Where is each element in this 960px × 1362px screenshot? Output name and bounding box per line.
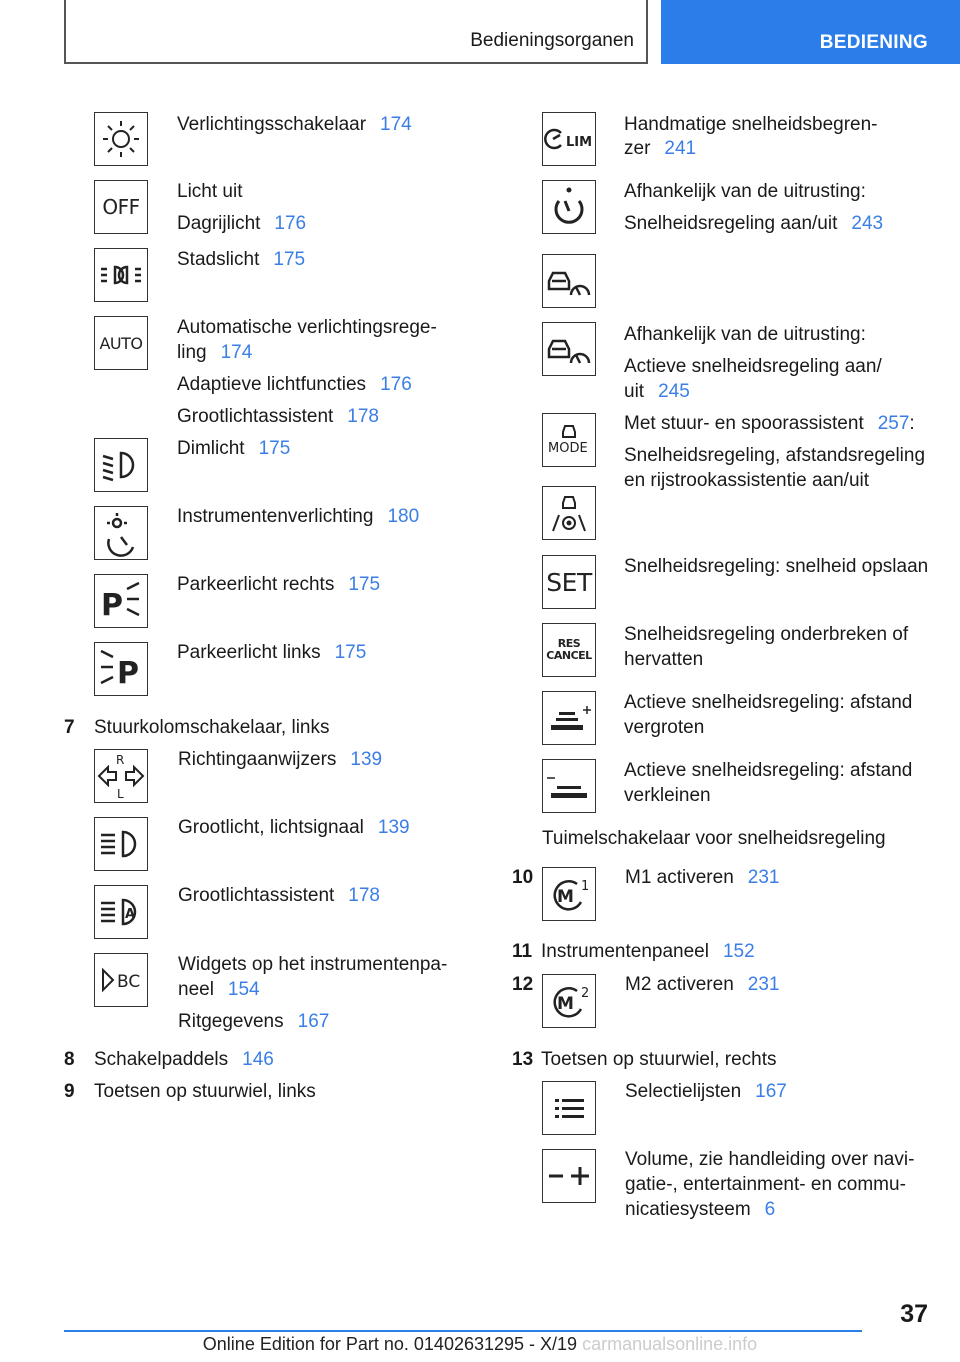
volume-line3	[625, 1198, 775, 1222]
rocker-switch-caption: Tuimelschakelaar voor snelheidsregeling	[542, 828, 886, 849]
entry-label: Ritgegevens	[178, 1011, 284, 1032]
park-right-icon	[94, 574, 148, 628]
item-number: 11	[512, 941, 533, 962]
page-reference[interactable]: 243	[851, 213, 884, 234]
limiter-entry-line2	[624, 137, 696, 161]
page-reference[interactable]: 154	[227, 979, 260, 1000]
entry-label: Widgets op het instrumentenpa-	[178, 954, 448, 975]
entry-label: Snelheidsregeling, afstandsregeling	[624, 445, 926, 466]
acc-entry-line2	[624, 380, 690, 404]
volume-icon	[542, 1149, 596, 1203]
list-icon	[542, 1081, 596, 1135]
item11-entry	[541, 940, 755, 964]
entry-label: Handmatige snelheidsbegren-	[624, 114, 878, 135]
entry-label: Parkeerlicht rechts	[177, 574, 335, 595]
hb-assist-entry	[177, 405, 379, 429]
page-reference[interactable]: 245	[658, 381, 690, 402]
item-number: 7	[64, 717, 75, 738]
p-glyph: P	[101, 588, 123, 623]
page-reference[interactable]: 167	[297, 1011, 330, 1032]
suffix-colon: :	[909, 413, 915, 434]
two-glyph: 2	[581, 986, 590, 1001]
acc-icon-2	[542, 322, 596, 376]
entry-label: Instrumentenpaneel	[541, 941, 709, 962]
entry-label: Actieve snelheidsregeling: afstand	[624, 760, 913, 781]
dist-dec-line2	[624, 784, 711, 808]
entry-label: ling	[177, 342, 207, 363]
turn-signal-icon	[94, 749, 148, 803]
m2-entry	[625, 973, 779, 997]
item-number: 8	[64, 1049, 75, 1070]
item8-entry	[94, 1048, 274, 1072]
page-reference[interactable]: 139	[350, 749, 383, 770]
page-reference[interactable]: 175	[273, 249, 306, 270]
entry-label: Snelheidsregeling aan/uit	[624, 213, 838, 234]
entry-label: Schakelpaddels	[94, 1049, 229, 1070]
page-reference[interactable]: 176	[380, 374, 412, 395]
m-glyph: M	[557, 994, 574, 1014]
parking-light-icon	[94, 248, 148, 302]
item7-label: Stuurkolomschakelaar, links	[94, 717, 330, 738]
res-entry-line1	[624, 623, 908, 647]
entry-label: en rijstrookassistentie aan/uit	[624, 470, 870, 491]
entry-label: Verlichtingsschakelaar	[177, 114, 367, 135]
page-reference[interactable]: 241	[664, 138, 697, 159]
entry-label: Met stuur- en spoorassistent	[624, 413, 864, 434]
entry-label: Volume, zie handleiding over navi-	[625, 1149, 915, 1170]
lights-off-icon	[94, 180, 148, 234]
page-reference[interactable]: 175	[348, 574, 381, 595]
auto-glyph: AUTO	[99, 333, 143, 353]
light-switch-entry	[177, 113, 412, 137]
entry-label: Automatische verlichtingsrege-	[177, 317, 437, 338]
set-entry	[624, 555, 928, 579]
m-glyph: M	[557, 887, 574, 907]
low-beam-entry	[177, 437, 290, 461]
one-glyph: 1	[581, 879, 590, 894]
cc-dep-entry	[624, 180, 866, 204]
entry-label: Afhankelijk van de uitrusting:	[624, 324, 866, 345]
page-reference[interactable]: 178	[347, 406, 379, 427]
entry-label: Parkeerlicht links	[177, 642, 321, 663]
distance-decrease-icon	[542, 759, 596, 813]
bc-icon	[94, 953, 148, 1007]
dist-inc-line1	[624, 691, 912, 715]
widgets-entry-line2	[178, 978, 260, 1002]
instrument-entry	[177, 505, 419, 529]
steer-assist-entry	[624, 412, 915, 436]
section-title: Bedieningsorganen	[470, 30, 634, 51]
page-reference[interactable]: 146	[242, 1049, 274, 1070]
page-reference[interactable]: 178	[348, 885, 380, 906]
cc-onoff-entry	[624, 212, 883, 236]
hb-assist-icon	[94, 885, 148, 939]
page-reference[interactable]: 139	[377, 817, 410, 838]
limiter-entry-line1	[624, 113, 878, 137]
entry-label: hervatten	[624, 649, 704, 670]
off-glyph: OFF	[102, 195, 140, 219]
page-reference[interactable]: 231	[747, 867, 780, 888]
entry-label: Actieve snelheidsregeling: afstand	[624, 692, 913, 713]
entry-label: gatie-, entertainment- en commu-	[625, 1174, 906, 1195]
entry-label: Grootlichtassistent	[177, 406, 334, 427]
m1-entry	[625, 866, 779, 890]
page-reference[interactable]: 231	[747, 974, 780, 995]
item-number: 10	[512, 867, 534, 888]
entry-label: Afhankelijk van de uitrusting:	[624, 181, 866, 202]
a-glyph: A	[125, 907, 136, 922]
acc-entry-line1	[624, 355, 882, 379]
page-reference[interactable]: 175	[258, 438, 291, 459]
res-cancel-icon	[542, 623, 596, 677]
mode-icon	[542, 413, 596, 467]
item-number: 12	[512, 974, 534, 995]
hb-assist2-entry	[178, 884, 380, 908]
lists-entry	[625, 1080, 787, 1104]
trip-entry	[178, 1010, 329, 1034]
cancel-glyph: CANCEL	[546, 649, 592, 662]
page-reference[interactable]: 167	[755, 1081, 787, 1102]
entry-label: Licht uit	[177, 181, 243, 202]
high-beam-entry	[178, 816, 410, 840]
res-entry-line2	[624, 648, 703, 672]
chapter-tab	[661, 0, 960, 64]
instrument-lighting-icon	[94, 506, 148, 560]
widgets-entry-line1	[178, 953, 447, 977]
dist-dec-line1	[624, 759, 912, 783]
park-left-icon	[94, 642, 148, 696]
acc-icon	[542, 254, 596, 308]
steer-desc-line1	[624, 444, 925, 468]
entry-label: nicatiesysteem	[625, 1199, 751, 1220]
page-reference[interactable]: 175	[334, 642, 367, 663]
low-beam-icon	[94, 438, 148, 492]
auto-light-icon	[94, 316, 148, 370]
page-reference[interactable]: 180	[387, 506, 420, 527]
speed-limiter-icon	[542, 112, 596, 166]
entry-label: Selectielijsten	[625, 1081, 742, 1102]
entry-label: Instrumentenverlichting	[177, 506, 374, 527]
header-left-box	[64, 0, 648, 64]
set-icon	[542, 555, 596, 609]
item9-label: Toetsen op stuurwiel, links	[94, 1081, 316, 1102]
page-number: 37	[900, 1300, 928, 1328]
entry-label: uit	[624, 381, 645, 402]
entry-label: Grootlicht, lichtsignaal	[178, 817, 364, 838]
lights-off-entry	[177, 180, 242, 204]
set-glyph: SET	[546, 567, 592, 597]
entry-label: Actieve snelheidsregeling aan/	[624, 356, 882, 377]
dist-inc-line2	[624, 716, 704, 740]
entry-label: neel	[178, 979, 214, 1000]
page-reference[interactable]: 257	[877, 413, 910, 434]
adaptive-entry	[177, 373, 412, 397]
auto-light-entry-line1	[177, 316, 437, 340]
entry-label: Dimlicht	[177, 438, 245, 459]
high-beam-icon	[94, 817, 148, 871]
p-glyph: P	[117, 656, 139, 691]
entry-label: Snelheidsregeling: snelheid opslaan	[624, 556, 929, 577]
page-reference[interactable]: 174	[380, 114, 412, 135]
cruise-control-icon	[542, 180, 596, 234]
footer-edition	[0, 1334, 960, 1355]
entry-label: verkleinen	[624, 785, 711, 806]
chapter-title: BEDIENING	[819, 32, 928, 53]
page-reference[interactable]: 6	[764, 1199, 776, 1220]
res-glyph: RES	[557, 637, 581, 650]
entry-label: M1 activeren	[625, 867, 734, 888]
lim-glyph: LIM	[566, 135, 593, 150]
entry-label: vergroten	[624, 717, 705, 738]
page-reference[interactable]: 174	[220, 342, 253, 363]
l-glyph: L	[117, 787, 124, 801]
park-left-entry	[177, 641, 366, 665]
park-right-entry	[177, 573, 380, 597]
page-reference[interactable]: 152	[722, 941, 755, 962]
entry-label: Grootlichtassistent	[178, 885, 335, 906]
entry-label: Snelheidsregeling onderbreken of	[624, 624, 909, 645]
item-number: 9	[64, 1081, 75, 1102]
daytime-entry	[177, 212, 306, 236]
steer-desc-line2	[624, 469, 869, 493]
entry-label: Adaptieve lichtfuncties	[177, 374, 367, 395]
edition-text: Online Edition for Part no. 01402631295 - X/19	[202, 1334, 578, 1354]
entry-label: Stadslicht	[177, 249, 260, 270]
item13-label: Toetsen op stuurwiel, rechts	[541, 1049, 777, 1070]
r-glyph: R	[116, 753, 125, 767]
acc-dep-entry	[624, 323, 866, 347]
page-reference[interactable]: 176	[274, 213, 307, 234]
mode-glyph: MODE	[548, 441, 588, 456]
distance-increase-icon	[542, 691, 596, 745]
entry-label: zer	[624, 138, 651, 159]
footer-rule	[64, 1330, 862, 1332]
entry-label: Richtingaanwijzers	[178, 749, 337, 770]
bc-glyph: BC	[117, 972, 141, 992]
m2-icon	[542, 974, 596, 1028]
volume-line2	[625, 1173, 906, 1197]
auto-light-entry-line2	[177, 341, 252, 365]
volume-line1	[625, 1148, 914, 1172]
parking-entry	[177, 248, 305, 272]
lane-assist-icon	[542, 486, 596, 540]
item-number: 13	[512, 1049, 534, 1070]
light-switch-icon	[94, 112, 148, 166]
turn-entry	[178, 748, 382, 772]
entry-label: M2 activeren	[625, 974, 734, 995]
m1-icon	[542, 867, 596, 921]
watermark: carmanualsonline.info	[582, 1334, 758, 1354]
entry-label: Dagrijlicht	[177, 213, 261, 234]
